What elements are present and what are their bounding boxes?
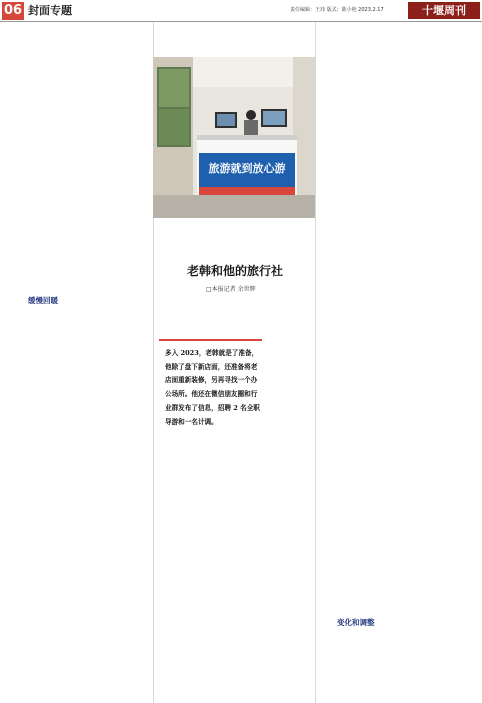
subheading-recovery: 缓慢回暖 — [28, 296, 58, 305]
article-headline: 老韩和他的旅行社 — [186, 264, 283, 278]
header-rule — [0, 21, 482, 22]
subheading-changes: 变化和调整 — [337, 618, 375, 627]
article-photo — [153, 57, 315, 218]
pull-quote-bar — [159, 339, 262, 341]
page-header — [0, 0, 482, 22]
article-byline: □本报记者 余世辉 — [206, 286, 256, 293]
storefront-illustration — [153, 57, 315, 218]
photo-sign-text: 旅游就到放心游 — [208, 162, 286, 175]
page-number: 06 — [3, 3, 23, 18]
column-divider — [315, 22, 316, 703]
paper-name: 十堰周刊 — [408, 2, 480, 19]
editor-info: 责任编辑：王玮 版式：陈小艳 2023.2.17 — [290, 7, 384, 13]
pull-quote-text: 多入 2023，老韩就是了准备，他除了盘下新店面，还准备将老店面重新装修，另再寻找一个办公场所。他还在微信朋友圈和行业群发布了信息，招聘 2 名全职导游和一名计调。 — [165, 349, 260, 426]
pull-quote — [159, 339, 262, 495]
section-title: 封面专题 — [28, 4, 72, 17]
